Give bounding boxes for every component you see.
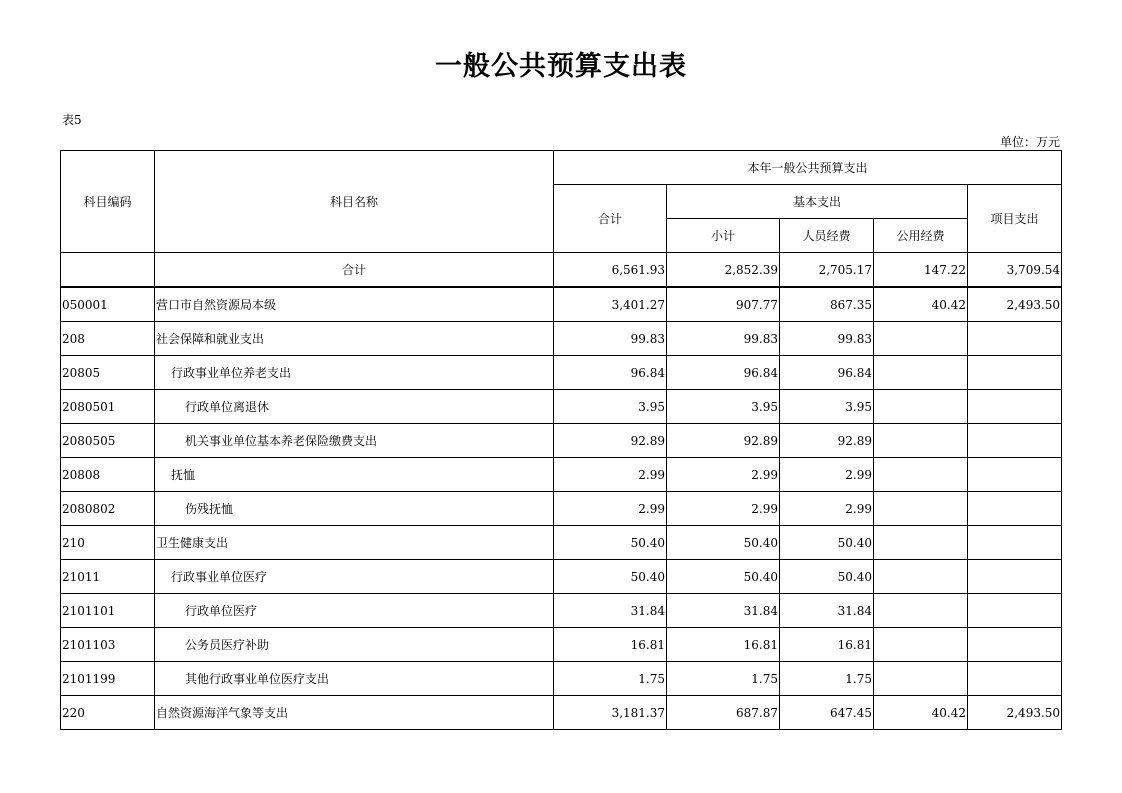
cell-subtotal: 31.84 <box>667 594 780 628</box>
cell-personnel: 50.40 <box>780 526 874 560</box>
cell-name: 公务员医疗补助 <box>155 628 554 662</box>
total-row <box>61 253 1062 288</box>
table-row <box>61 526 1062 560</box>
cell-name: 合计 <box>155 253 554 288</box>
header-project: 项目支出 <box>968 185 1062 253</box>
cell-total: 2.99 <box>554 458 667 492</box>
cell-code: 208 <box>61 322 155 356</box>
cell-project <box>968 424 1062 458</box>
table-header <box>61 151 1062 253</box>
cell-subtotal: 92.89 <box>667 424 780 458</box>
cell-personnel: 92.89 <box>780 424 874 458</box>
cell-name: 行政事业单位医疗 <box>155 560 554 594</box>
cell-name: 抚恤 <box>155 458 554 492</box>
cell-public: 147.22 <box>874 253 968 288</box>
header-code: 科目编码 <box>61 151 155 253</box>
header-public: 公用经费 <box>874 219 968 253</box>
cell-public <box>874 560 968 594</box>
cell-total: 50.40 <box>554 560 667 594</box>
cell-personnel: 647.45 <box>780 696 874 730</box>
cell-subtotal: 50.40 <box>667 560 780 594</box>
header-personnel: 人员经费 <box>780 219 874 253</box>
cell-name: 卫生健康支出 <box>155 526 554 560</box>
cell-subtotal: 1.75 <box>667 662 780 696</box>
cell-code <box>61 253 155 288</box>
cell-personnel: 16.81 <box>780 628 874 662</box>
cell-name: 社会保障和就业支出 <box>155 322 554 356</box>
cell-name: 营口市自然资源局本级 <box>155 287 554 322</box>
cell-code: 2080501 <box>61 390 155 424</box>
table-row <box>61 662 1062 696</box>
cell-personnel: 2.99 <box>780 492 874 526</box>
table-row <box>61 458 1062 492</box>
table-row <box>61 424 1062 458</box>
cell-public <box>874 458 968 492</box>
cell-public <box>874 492 968 526</box>
budget-table <box>60 150 1062 730</box>
table-body <box>61 253 1062 730</box>
cell-project <box>968 662 1062 696</box>
cell-project <box>968 390 1062 424</box>
cell-total: 50.40 <box>554 526 667 560</box>
unit-label: 单位：万元 <box>999 135 1060 149</box>
cell-public <box>874 662 968 696</box>
cell-public: 40.42 <box>874 696 968 730</box>
table-row <box>61 628 1062 662</box>
cell-public <box>874 594 968 628</box>
table-row <box>61 287 1062 322</box>
cell-code: 20805 <box>61 356 155 390</box>
cell-name: 伤残抚恤 <box>155 492 554 526</box>
cell-code: 2101101 <box>61 594 155 628</box>
cell-subtotal: 2.99 <box>667 492 780 526</box>
cell-subtotal: 16.81 <box>667 628 780 662</box>
cell-project <box>968 560 1062 594</box>
cell-total: 99.83 <box>554 322 667 356</box>
cell-code: 2080802 <box>61 492 155 526</box>
cell-code: 2101199 <box>61 662 155 696</box>
table-row <box>61 696 1062 730</box>
cell-code: 20808 <box>61 458 155 492</box>
cell-subtotal: 99.83 <box>667 322 780 356</box>
cell-public: 40.42 <box>874 287 968 322</box>
cell-personnel: 31.84 <box>780 594 874 628</box>
header-name: 科目名称 <box>155 151 554 253</box>
table-row <box>61 560 1062 594</box>
cell-personnel: 3.95 <box>780 390 874 424</box>
cell-code: 2080505 <box>61 424 155 458</box>
cell-code: 21011 <box>61 560 155 594</box>
cell-personnel: 99.83 <box>780 322 874 356</box>
cell-project <box>968 322 1062 356</box>
cell-subtotal: 50.40 <box>667 526 780 560</box>
header-total: 合计 <box>554 185 667 253</box>
header-subtotal: 小计 <box>667 219 780 253</box>
cell-total: 16.81 <box>554 628 667 662</box>
cell-public <box>874 526 968 560</box>
cell-code: 210 <box>61 526 155 560</box>
cell-public <box>874 628 968 662</box>
cell-project <box>968 492 1062 526</box>
cell-name: 行政单位医疗 <box>155 594 554 628</box>
cell-total: 96.84 <box>554 356 667 390</box>
cell-public <box>874 322 968 356</box>
table-row <box>61 594 1062 628</box>
cell-name: 机关事业单位基本养老保险缴费支出 <box>155 424 554 458</box>
cell-code: 2101103 <box>61 628 155 662</box>
cell-subtotal: 96.84 <box>667 356 780 390</box>
cell-name: 行政事业单位养老支出 <box>155 356 554 390</box>
cell-personnel: 96.84 <box>780 356 874 390</box>
header-basic: 基本支出 <box>667 185 968 219</box>
cell-public <box>874 390 968 424</box>
cell-total: 6,561.93 <box>554 253 667 288</box>
cell-total: 2.99 <box>554 492 667 526</box>
header-group: 本年一般公共预算支出 <box>554 151 1062 185</box>
cell-total: 3.95 <box>554 390 667 424</box>
cell-public <box>874 424 968 458</box>
cell-public <box>874 356 968 390</box>
cell-project: 2,493.50 <box>968 287 1062 322</box>
cell-subtotal: 687.87 <box>667 696 780 730</box>
table-row <box>61 356 1062 390</box>
cell-code: 220 <box>61 696 155 730</box>
cell-total: 3,181.37 <box>554 696 667 730</box>
table-row <box>61 322 1062 356</box>
cell-total: 92.89 <box>554 424 667 458</box>
cell-subtotal: 2.99 <box>667 458 780 492</box>
cell-project: 2,493.50 <box>968 696 1062 730</box>
table-row <box>61 390 1062 424</box>
cell-project <box>968 356 1062 390</box>
cell-project <box>968 526 1062 560</box>
cell-total: 31.84 <box>554 594 667 628</box>
cell-personnel: 2.99 <box>780 458 874 492</box>
cell-project <box>968 628 1062 662</box>
cell-personnel: 867.35 <box>780 287 874 322</box>
cell-name: 自然资源海洋气象等支出 <box>155 696 554 730</box>
cell-project <box>968 458 1062 492</box>
cell-name: 其他行政事业单位医疗支出 <box>155 662 554 696</box>
table-row <box>61 492 1062 526</box>
cell-name: 行政单位离退休 <box>155 390 554 424</box>
page-title: 一般公共预算支出表 <box>435 51 687 82</box>
cell-personnel: 50.40 <box>780 560 874 594</box>
cell-total: 1.75 <box>554 662 667 696</box>
table-number: 表5 <box>62 113 82 127</box>
cell-subtotal: 3.95 <box>667 390 780 424</box>
cell-code: 050001 <box>61 287 155 322</box>
cell-project: 3,709.54 <box>968 253 1062 288</box>
cell-total: 3,401.27 <box>554 287 667 322</box>
cell-subtotal: 2,852.39 <box>667 253 780 288</box>
cell-personnel: 1.75 <box>780 662 874 696</box>
cell-personnel: 2,705.17 <box>780 253 874 288</box>
cell-subtotal: 907.77 <box>667 287 780 322</box>
cell-project <box>968 594 1062 628</box>
